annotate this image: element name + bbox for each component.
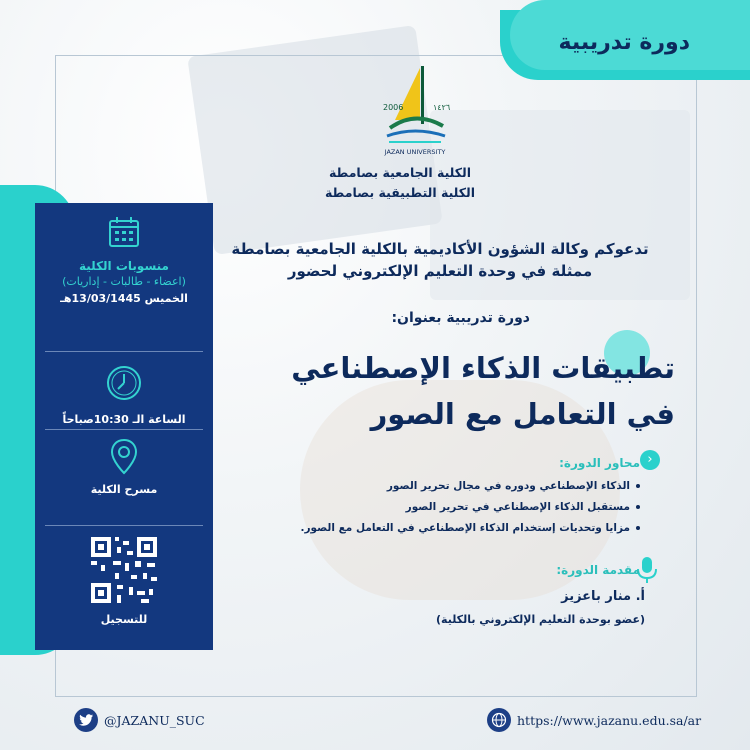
location-section	[35, 437, 213, 498]
college-names	[320, 163, 480, 203]
list-item: الذكاء الإصطناعي ودوره في مجال تحرير الصور	[260, 476, 640, 497]
course-title-label: دورة تدريبية بعنوان:	[391, 310, 530, 326]
chevron-right-icon: ›	[640, 450, 660, 470]
divider	[45, 429, 203, 430]
presenter-title: مقدمة الدورة:	[556, 563, 640, 577]
logo-english-text: JAZAN UNIVERSITY	[384, 148, 446, 156]
event-location: مسرح الكلية	[90, 483, 158, 496]
invitation-text	[220, 238, 660, 282]
course-axes-title: محاور الدورة:	[559, 456, 640, 470]
college-name-1: الكلية الجامعية بصامطة	[328, 165, 472, 180]
register-section	[35, 533, 213, 628]
website-link[interactable]	[487, 708, 701, 732]
course-type-label: دورة تدريبية	[558, 30, 690, 55]
location-pin-icon	[108, 437, 140, 477]
logo-year-right: ١٤٢٦	[433, 103, 451, 112]
list-item: مستقبل الذكاء الإصطناعي في تحرير الصور	[260, 497, 640, 518]
college-name-2: الكلية التطبيقية بصامطة	[324, 185, 476, 200]
headline-line-1: تطبيقات الذكاء الإصطناعي	[291, 351, 675, 385]
audience-subtitle: (اعضاء - طالبات - إداريات)	[62, 275, 186, 288]
divider	[45, 525, 203, 526]
logo-year-left: 2006	[383, 103, 404, 112]
twitter-handle[interactable]	[74, 708, 205, 732]
headline-line-2: في التعامل مع الصور	[370, 397, 675, 431]
time-section	[35, 363, 213, 428]
event-time: الساعة الـ 10:30صباحاً	[62, 413, 186, 426]
register-label: للتسجيل	[100, 613, 148, 626]
course-headline	[245, 345, 675, 437]
website-url: https://www.jazanu.edu.sa/ar	[517, 712, 702, 728]
invitation-line-2: ممثلة في وحدة التعليم الإلكتروني لحضور	[287, 262, 593, 280]
university-logo	[365, 60, 465, 160]
presenter-name: أ. منار باعزيز	[561, 589, 645, 604]
course-axes-list	[260, 476, 640, 539]
invitation-line-1: تدعوكم وكالة الشؤون الأكاديمية بالكلية الجامعية بصامطة	[231, 240, 649, 258]
presenter-role: (عضو بوحدة التعليم الإلكتروني بالكلية)	[436, 613, 645, 626]
divider	[45, 351, 203, 352]
twitter-handle-text: @JAZANU_SUC	[104, 712, 205, 728]
event-date: الخميس 13/03/1445هـ	[60, 292, 188, 305]
globe-icon	[487, 708, 511, 732]
event-info-sidebar	[35, 203, 213, 650]
list-item: مزايا وتحديات إستخدام الذكاء الإصطناعي في التعامل مع الصور.	[260, 518, 640, 539]
audience-section	[35, 215, 213, 307]
clock-icon	[104, 363, 144, 403]
twitter-icon	[74, 708, 98, 732]
calendar-icon	[107, 215, 141, 249]
qr-code-icon[interactable]	[87, 533, 161, 607]
audience-title: منسوبات الكلية	[79, 259, 169, 273]
